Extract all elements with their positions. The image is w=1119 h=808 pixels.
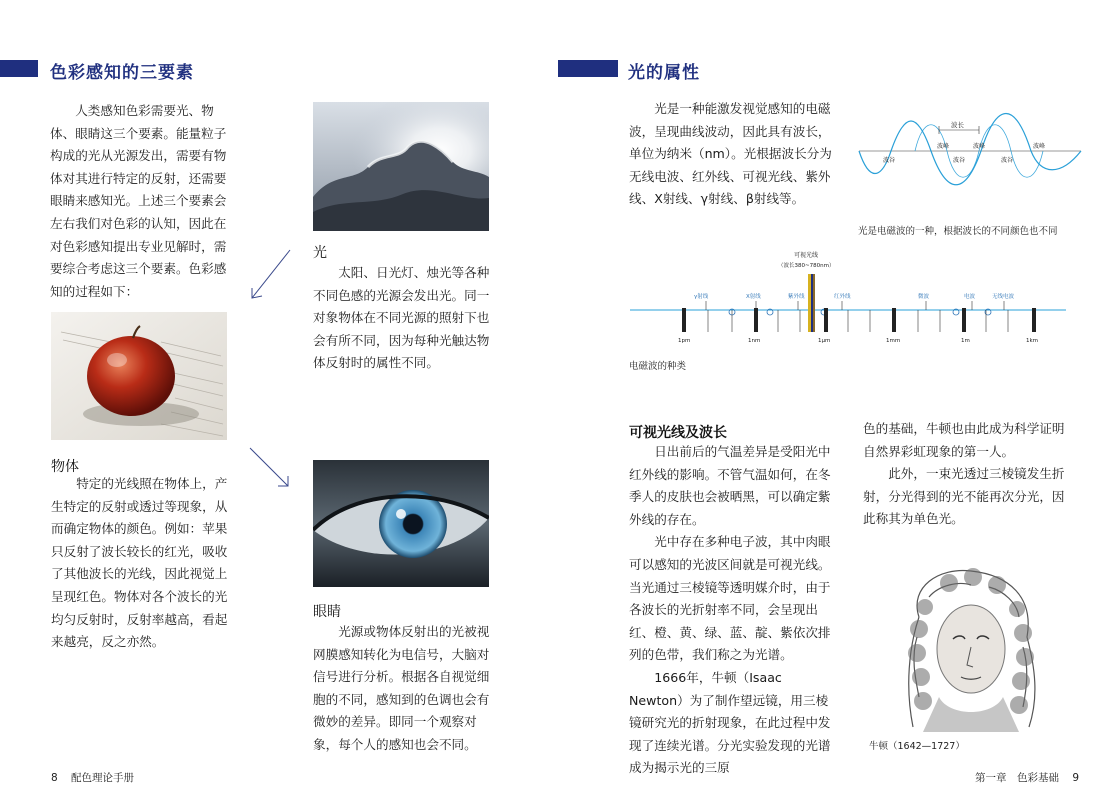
crest-label-2: 波峰	[973, 143, 986, 150]
right-column-1	[629, 441, 839, 780]
tick-1um: 1μm	[818, 338, 831, 344]
wave-caption: 光是电磁波的一种，根据波长的不同颜色也不同	[858, 226, 1058, 237]
radio-wave-label: 电波	[964, 294, 976, 300]
right-p5: 此外，一束光透过三棱镜发生折射，分光得到的光不能再次分光，因此称其为单色光。	[863, 466, 1065, 527]
visible-light-label: 可视光线	[794, 252, 819, 259]
crest-label-3: 波峰	[1033, 143, 1046, 150]
eye-heading: 眼睛	[313, 604, 341, 620]
spectrum-caption: 电磁波的种类	[629, 361, 687, 372]
light-paragraph	[313, 262, 493, 375]
visible-range-label: （波长380~780nm）	[778, 263, 835, 269]
wave-diagram	[855, 96, 1085, 206]
right-p1: 日出前后的气温差异是受阳光中红外线的影响。不管气温如何，在冬季人的皮肤也会被晒黑，可以确定紫外线的存在。	[629, 444, 831, 527]
visible-light-band	[808, 274, 815, 332]
eye-photo	[313, 460, 489, 587]
right-title-bar	[558, 60, 618, 77]
newton-portrait	[869, 567, 1074, 732]
left-title-bar	[0, 60, 38, 77]
object-heading: 物体	[51, 459, 79, 475]
left-intro-paragraph	[50, 100, 232, 303]
object-text: 特定的光线照在物体上，产生特定的反射或透过等现象，从而确定物体的颜色。例如：苹果只反射了波长较长的红光，吸收了其他波长的光线，因此视觉上呈现红色。物体对各个波长的光均匀反射时，反射率越高，看起来越亮，反之亦然。	[51, 476, 228, 650]
right-intro-text: 光是一种能激发视觉感知的电磁波，呈现曲线波动，因此具有波长，单位为纳米（nm）。光根据波长分为无线电波、红外线、可视光线、紫外线、X射线、γ射线、β射线等。	[629, 101, 832, 207]
gamma-ray-label: γ射线	[694, 294, 709, 300]
newton-image	[869, 567, 1074, 732]
wavelength-label: 波长	[951, 121, 964, 129]
right-column-2	[863, 418, 1073, 531]
right-chapter-title: 第一章 色彩基础	[975, 772, 1059, 784]
wireless-wave-label: 无线电波	[992, 294, 1015, 300]
right-footer	[975, 770, 1079, 785]
right-intro-paragraph	[629, 98, 837, 211]
arrow-light-to-object	[246, 246, 294, 304]
right-page-number: 9	[1072, 772, 1080, 784]
tick-1nm: 1nm	[748, 338, 761, 344]
xray-label: X射线	[746, 294, 761, 300]
trough-label-3: 波谷	[1001, 157, 1014, 164]
apple-photo	[51, 312, 227, 440]
left-book-title: 配色理论手册	[71, 772, 135, 784]
eye-paragraph	[313, 621, 493, 757]
uv-label: 紫外线	[788, 294, 805, 300]
light-text: 太阳、日光灯、烛光等各种不同色感的光源会发出光。同一对象物体在不同光源的照射下也会有所不同，因为每种光触达物体反射时的属性不同。	[313, 265, 490, 371]
right-section-title: 光的属性	[628, 63, 700, 83]
right-p3: 1666年，牛顿（Isaac Newton）为了制作望远镜，用三棱镜研究光的折射现象，在此过程中发现了连续光谱。分光实验发现的光谱成为揭示光的三原	[629, 669, 831, 776]
newton-caption: 牛顿（1642—1727）	[869, 741, 965, 752]
ir-label: 红外线	[834, 294, 851, 300]
left-page-number: 8	[51, 772, 58, 784]
microwave-label: 微波	[918, 294, 930, 300]
trough-label-1: 波谷	[883, 157, 896, 164]
left-footer	[51, 770, 134, 785]
apple-image	[51, 312, 227, 440]
light-heading: 光	[313, 245, 327, 261]
sky-image	[313, 102, 489, 231]
visible-light-heading: 可视光线及波长	[629, 425, 727, 441]
trough-label-2: 波谷	[953, 157, 966, 164]
crest-label-1: 波峰	[937, 143, 950, 150]
left-section-title: 色彩感知的三要素	[50, 63, 194, 83]
eye-image	[313, 460, 489, 587]
object-paragraph	[51, 473, 231, 654]
tick-1pm: 1pm	[678, 338, 691, 344]
arrow-object-to-eye	[246, 444, 294, 492]
tick-1km: 1km	[1026, 338, 1039, 344]
sky-light-photo	[313, 102, 489, 231]
spectrum-diagram	[628, 250, 1068, 350]
tick-1mm: 1mm	[886, 338, 901, 344]
eye-text: 光源或物体反射出的光被视网膜感知转化为电信号，大脑对信号进行分析。根据各自视觉细胞的不同，感知到的色调也会有微妙的差异。即同一个观察对象，每个人的感知也会不同。	[313, 624, 490, 752]
right-p4: 色的基础，牛顿也由此成为科学证明自然界彩虹现象的第一人。	[863, 421, 1065, 459]
right-p2: 光中存在多种电子波，其中肉眼可以感知的光波区间就是可视光线。当光通过三棱镜等透明媒介时，由于各波长的光折射率不同，会呈现出红、橙、黄、绿、蓝、靛、紫依次排列的色带，我们称之为光谱。	[629, 534, 831, 663]
left-intro-text: 人类感知色彩需要光、物体、眼睛这三个要素。能量粒子构成的光从光源发出，需要有物体对其进行特定的反射，还需要眼睛来感知光。上述三个要素会左右我们对色彩的认知，因此在对色彩感知提出专业见解时，需要综合考虑这三个要素。色彩感知的过程如下：	[50, 103, 227, 299]
tick-1m: 1m	[961, 338, 970, 344]
